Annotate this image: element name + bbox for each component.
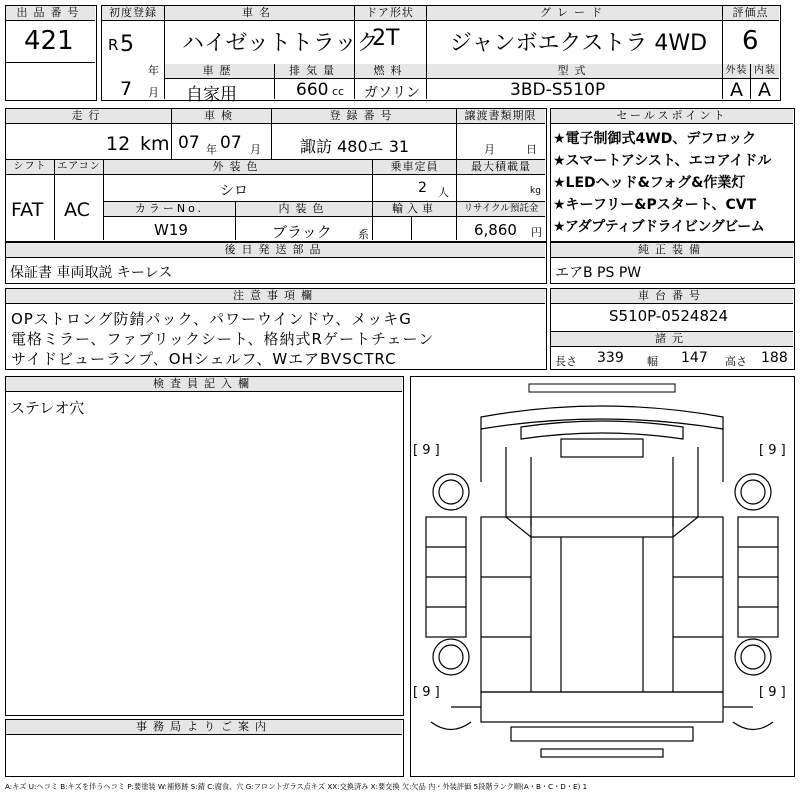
model-code-label: 型式 xyxy=(427,64,722,79)
history-value: 自家用 xyxy=(186,85,237,105)
office-box xyxy=(5,719,404,777)
note-line: 電格ミラー、ファブリックシート、格納式Rゲートチェーン xyxy=(11,330,435,348)
int-color-label: 内装色 xyxy=(236,202,372,217)
damage-mark: [ 9 ] xyxy=(759,685,786,700)
chassis-value: S510P-0524824 xyxy=(609,307,729,325)
interior-value: A xyxy=(758,79,771,101)
displacement-label: 排気量 xyxy=(275,64,354,79)
fuel-value: ガソリン xyxy=(364,85,420,101)
int-color-value: ブラック xyxy=(272,223,332,241)
damage-diagram xyxy=(410,376,795,777)
grade-value: ジャンボエクストラ 4WD xyxy=(450,31,708,56)
month-unit: 月 xyxy=(148,86,159,99)
damage-mark: [ 9 ] xyxy=(759,443,786,458)
car-name-label: 車名 xyxy=(164,6,354,21)
shift-value: FAT xyxy=(11,199,44,221)
yen-unit: 円 xyxy=(531,226,542,239)
kg-unit: kg xyxy=(530,186,541,196)
inspector-note: ステレオ穴 xyxy=(10,399,85,417)
inspector-label: 検査員記入欄 xyxy=(6,377,402,392)
note-line: OPストロング防錆パック、パワーウインドウ、メッキG xyxy=(11,310,412,328)
dimensions-label: 諸元 xyxy=(551,331,793,347)
sales-point-item: ★アダプティブドライビングビーム xyxy=(553,219,765,235)
transfer-day: 日 xyxy=(526,143,537,156)
recycle-label: リサイクル預託金 xyxy=(457,202,545,217)
later-parts-label: 後日発送部品 xyxy=(6,243,545,258)
chassis-box xyxy=(550,288,795,370)
sales-point-item: ★LEDヘッド&フォグ&作業灯 xyxy=(553,175,746,191)
vehicle-info-box xyxy=(101,5,781,105)
reg-no-value: 諏訪 480エ 31 xyxy=(300,137,410,156)
legend-text: A:キズ U:ヘコミ B:キズを伴うヘコミ P:要塗装 W:補修跡 S:錆 C:腐食、穴 G:フロントガラス点キズ XX:交換済み X:要交換 欠:欠品 内・外装評価 5段階ランク順(A・B・C・D・E) 1 xyxy=(5,782,588,791)
kei-unit: 系 xyxy=(358,228,369,241)
score-value: 6 xyxy=(742,26,759,56)
door-value: 2T xyxy=(372,26,400,51)
import-label: 輸入車 xyxy=(373,202,456,217)
door-label: ドア形状 xyxy=(354,6,426,21)
capacity-value: 2 xyxy=(418,180,427,196)
standard-equip-box xyxy=(550,242,795,284)
aircon-label: エアコン xyxy=(55,160,103,175)
interior-label: 内装 xyxy=(751,64,779,79)
damage-mark: [ 9 ] xyxy=(413,685,440,700)
mileage-label: 走行 xyxy=(6,109,171,124)
first-reg-label: 初度登録 xyxy=(102,6,164,21)
lot-number-label: 出品番号 xyxy=(6,6,95,21)
standard-equip-value: エアB PS PW xyxy=(555,265,642,281)
grade-label: グレード xyxy=(426,6,722,21)
length-value: 339 xyxy=(597,350,624,366)
exterior-label: 外装 xyxy=(723,64,750,79)
sales-points-box xyxy=(550,108,795,242)
history-label: 車歴 xyxy=(165,64,274,79)
width-value: 147 xyxy=(681,350,708,366)
displacement-value: 660 xyxy=(296,80,329,100)
capacity-label: 乗車定員 xyxy=(373,160,456,175)
height-value: 188 xyxy=(761,350,788,366)
office-label: 事務局よりご案内 xyxy=(6,720,402,735)
year-unit: 年 xyxy=(148,64,159,77)
insp-year-unit: 年 xyxy=(206,143,217,156)
fuel-label: 燃料 xyxy=(355,64,426,79)
ext-color-label: 外装色 xyxy=(104,160,372,175)
reg-no-label: 登録番号 xyxy=(271,109,456,124)
era-value: R xyxy=(108,36,119,54)
color-no-value: W19 xyxy=(154,221,188,239)
height-label: 高さ xyxy=(725,355,747,368)
inspection-label: 車検 xyxy=(171,109,271,124)
year-value: 5 xyxy=(120,32,134,57)
sales-point-item: ★キーフリー&Pスタート、CVT xyxy=(553,197,757,213)
lot-number-box xyxy=(5,5,97,101)
chassis-label: 車台番号 xyxy=(551,289,793,304)
transfer-label: 譲渡書類期限 xyxy=(456,109,545,124)
insp-month-value: 07 xyxy=(220,133,242,153)
month-value: 7 xyxy=(120,78,133,100)
recycle-value: 6,860 xyxy=(474,221,517,239)
shift-label: シフト xyxy=(6,160,54,175)
damage-mark: [ 9 ] xyxy=(413,443,440,458)
width-label: 幅 xyxy=(647,355,658,368)
length-label: 長さ xyxy=(555,355,577,368)
exterior-value: A xyxy=(730,79,743,101)
standard-equip-label: 純正装備 xyxy=(551,243,793,258)
score-label: 評価点 xyxy=(722,6,779,21)
insp-year-value: 07 xyxy=(178,133,200,153)
truck-outline-diagram xyxy=(411,377,793,775)
km-unit: km xyxy=(140,133,170,155)
later-parts-value: 保証書 車両取説 キーレス xyxy=(10,265,173,281)
ext-color-value: シロ xyxy=(220,183,248,199)
note-line: サイドビューランプ、OHシェルフ、WエアBVSCTRC xyxy=(11,350,397,368)
lot-number-value: 421 xyxy=(24,26,74,56)
notes-box xyxy=(5,288,547,370)
mileage-value: 12 xyxy=(106,133,131,155)
later-parts-box xyxy=(5,242,547,284)
color-no-label: カラーNo. xyxy=(104,202,235,217)
cc-unit: cc xyxy=(332,85,345,98)
inspector-box xyxy=(5,376,404,716)
insp-month-unit: 月 xyxy=(250,143,261,156)
sales-point-item: ★電子制御式4WD、デフロック xyxy=(553,131,757,147)
notes-label: 注意事項欄 xyxy=(6,289,545,304)
transfer-month: 月 xyxy=(484,143,495,156)
persons-unit: 人 xyxy=(438,186,449,199)
aircon-value: AC xyxy=(64,199,90,221)
sales-point-item: ★スマートアシスト、エコアイドル xyxy=(553,153,772,169)
max-load-label: 最大積載量 xyxy=(457,160,545,175)
registration-box xyxy=(5,108,547,242)
model-code-value: 3BD-S510P xyxy=(510,80,606,100)
car-name-value: ハイゼットトラック xyxy=(182,31,379,56)
sales-points-label: セールスポイント xyxy=(551,109,793,124)
